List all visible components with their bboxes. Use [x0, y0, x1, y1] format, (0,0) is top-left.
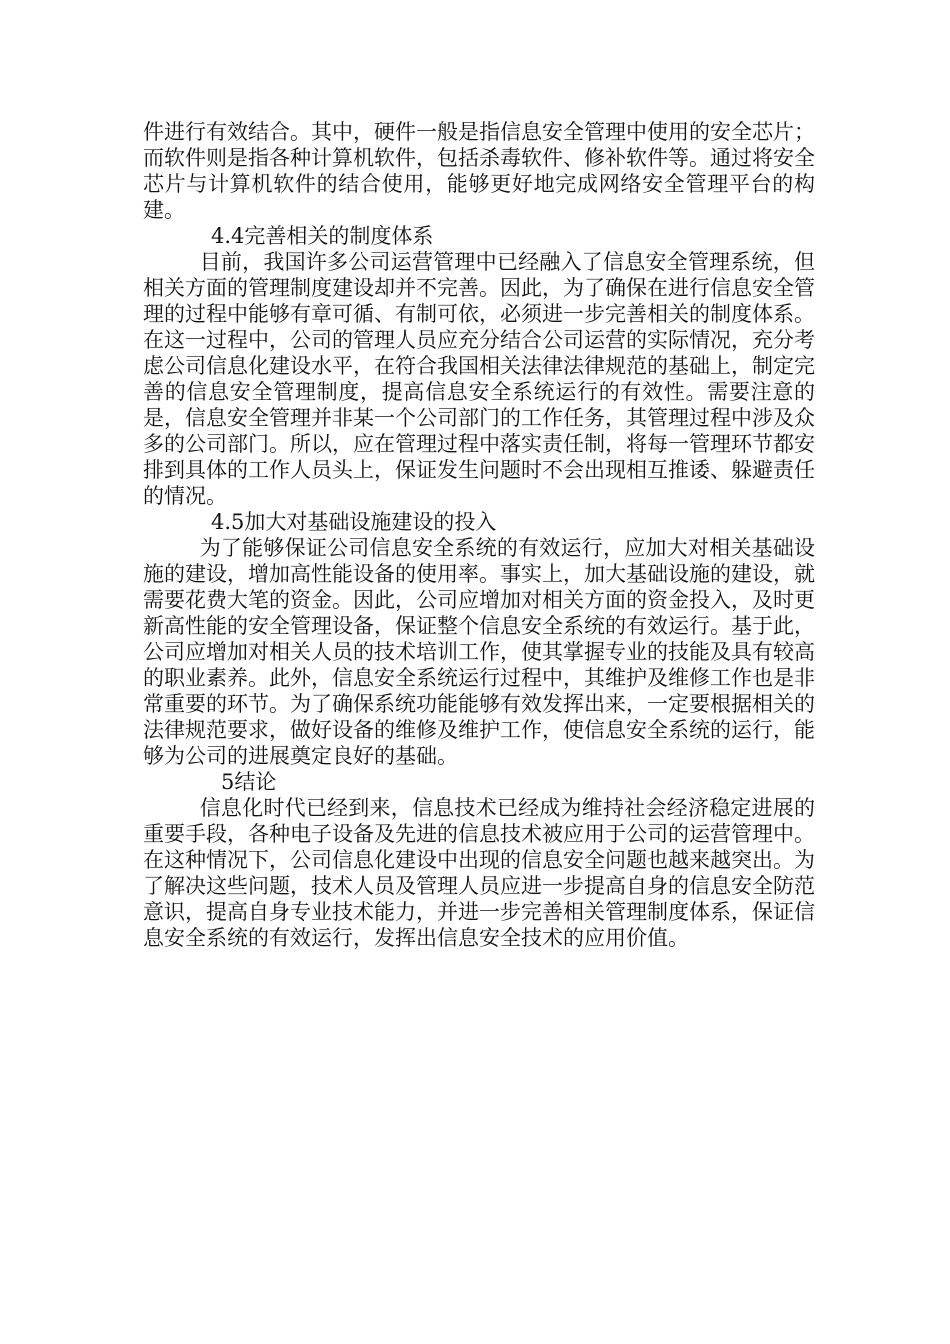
document-body	[143, 119, 815, 951]
paragraph-continued: 件进行有效结合。其中，硬件一般是指信息安全管理中使用的安全芯片；而软件则是指各种计算机软件，包括杀毒软件、修补软件等。通过将安全芯片与计算机软件的结合使用，能够更好地完成网络安全管理平台的构建。	[143, 120, 815, 222]
paragraph-section-4-4: 目前，我国许多公司运营管理中已经融入了信息安全管理系统，但相关方面的管理制度建设却并不完善。因此，为了确保在进行信息安全管理的过程中能够有章可循、有制可依，必须进一步完善相关的制度体系。在这一过程中，公司的管理人员应充分结合公司运营的实际情况，充分考虑公司信息化建设水平，在符合我国相关法律法律规范的基础上，制定完善的信息安全管理制度，提高信息安全系统运行的有效性。需要注意的是，信息安全管理并非某一个公司部门的工作任务，其管理过程中涉及众多的公司部门。所以，应在管理过程中落实责任制，将每一管理环节都安排到具体的工作人员头上，保证发生问题时不会出现相互推诿、躲避责任的情况。	[143, 250, 815, 508]
section-heading-4-4: 4.4完善相关的制度体系	[211, 224, 434, 248]
section-heading-4-5: 4.5加大对基础设施建设的投入	[211, 510, 497, 534]
paragraph-section-4-5: 为了能够保证公司信息安全系统的有效运行，应加大对相关基础设施的建设，增加高性能设备的使用率。事实上，加大基础设施的建设，就需要花费大笔的资金。因此，公司应增加对相关方面的资金投入，及时更新高性能的安全管理设备，保证整个信息安全系统的有效运行。基于此，公司应增加对相关人员的技术培训工作，使其掌握专业的技能及具有较高的职业素养。此外，信息安全系统运行过程中，其维护及维修工作也是非常重要的环节。为了确保系统功能能够有效发挥出来，一定要根据相关的法律规范要求，做好设备的维修及维护工作，使信息安全系统的运行，能够为公司的进展奠定良好的基础。	[143, 536, 815, 768]
section-heading-5: 5结论	[221, 770, 277, 794]
paragraph-conclusion: 信息化时代已经到来，信息技术已经成为维持社会经济稳定进展的重要手段，各种电子设备及先进的信息技术被应用于公司的运营管理中。在这种情况下，公司信息化建设中出现的信息安全问题也越来越突出。为了解决这些问题，技术人员及管理人员应进一步提高自身的信息安全防范意识，提高自身专业技术能力，并进一步完善相关管理制度体系，保证信息安全系统的有效运行，发挥出信息安全技术的应用价值。	[143, 796, 815, 950]
